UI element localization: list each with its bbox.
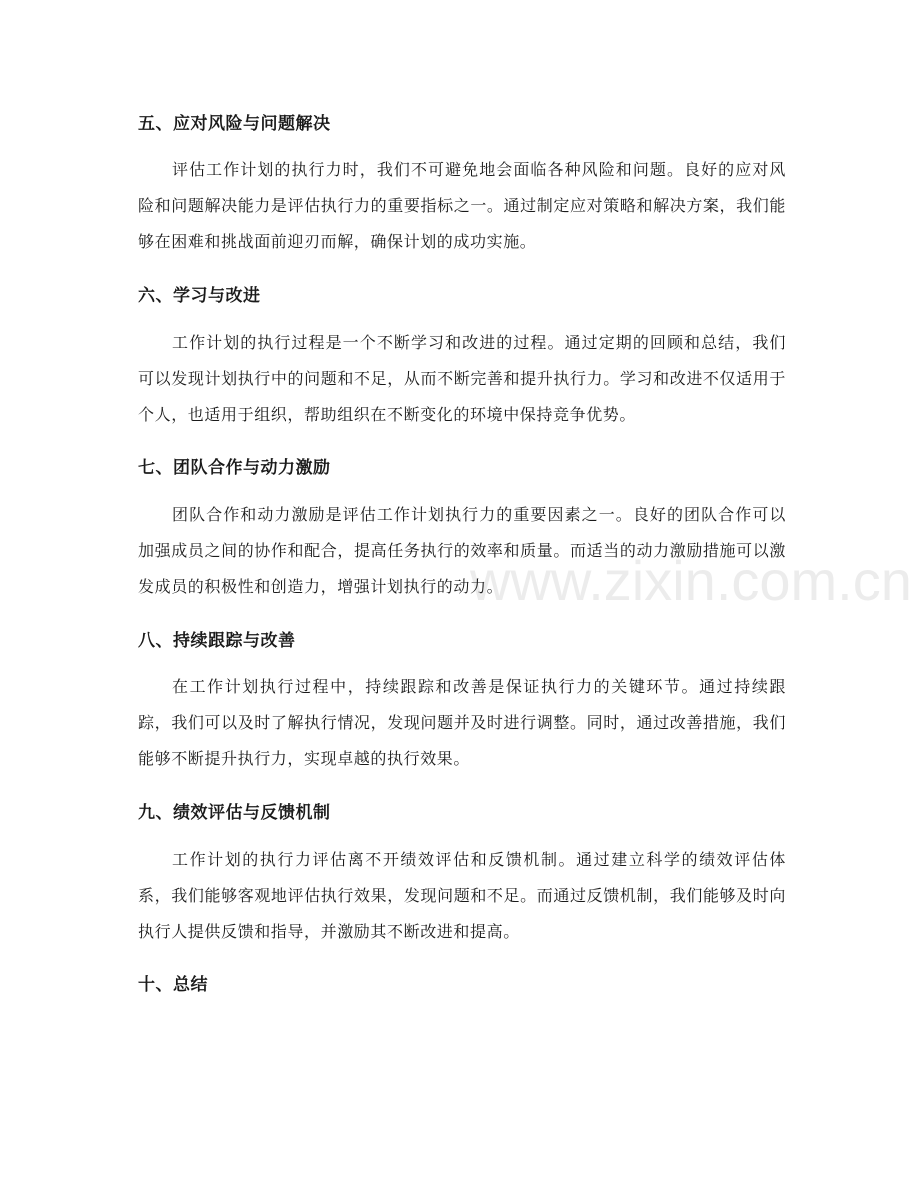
section-heading-6: 六、学习与改进	[138, 286, 261, 306]
section-heading-8: 八、持续跟踪与改善	[138, 631, 296, 651]
section-paragraph-8: 在工作计划执行过程中，持续跟踪和改善是保证执行力的关键环节。通过持续跟踪，我们可以及时了解执行情况，发现问题并及时进行调整。同时，通过改善措施，我们能够不断提升执行力，实现卓越的执行效果。	[138, 677, 786, 768]
section-paragraph-5: 评估工作计划的执行力时，我们不可避免地会面临各种风险和问题。良好的应对风险和问题解决能力是评估执行力的重要指标之一。通过制定应对策略和解决方案，我们能够在困难和挑战面前迎刃而解，确保计划的成功实施。	[138, 160, 786, 251]
section-paragraph-6: 工作计划的执行过程是一个不断学习和改进的过程。通过定期的回顾和总结，我们可以发现计划执行中的问题和不足，从而不断完善和提升执行力。学习和改进不仅适用于个人，也适用于组织，帮助组织在不断变化的环境中保持竞争优势。	[138, 333, 786, 424]
watermark: www.zixin.com.cn	[470, 549, 912, 612]
section-paragraph-7: 团队合作和动力激励是评估工作计划执行力的重要因素之一。良好的团队合作可以加强成员之间的协作和配合，提高任务执行的效率和质量。而适当的动力激励措施可以激发成员的积极性和创造力，增强计划执行的动力。	[138, 505, 786, 596]
section-paragraph-9: 工作计划的执行力评估离不开绩效评估和反馈机制。通过建立科学的绩效评估体系，我们能够客观地评估执行效果，发现问题和不足。而通过反馈机制，我们能够及时向执行人提供反馈和指导，并激励其不断改进和提高。	[138, 850, 786, 941]
section-heading-9: 九、绩效评估与反馈机制	[138, 803, 331, 823]
section-heading-7: 七、团队合作与动力激励	[138, 458, 331, 478]
section-heading-5: 五、应对风险与问题解决	[138, 114, 331, 134]
section-heading-10: 十、总结	[138, 975, 208, 995]
